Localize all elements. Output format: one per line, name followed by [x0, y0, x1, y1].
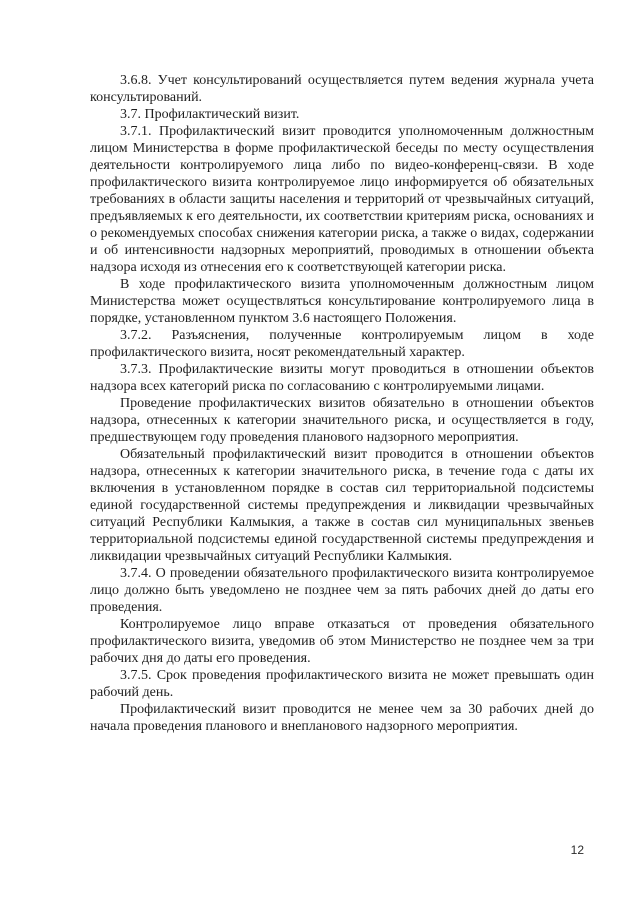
paragraph-3-7-2: 3.7.2. Разъяснения, полученные контролируемым лицом в ходе профилактического визита, носят рекомендательный характер.: [90, 328, 594, 360]
paragraph-3-7-1: 3.7.1. Профилактический визит проводится уполномоченным должностным лицом Министерства в форме профилактической беседы по месту осуществления деятельности контролируемого лица либо по видео-конференц-связи. В ходе профилактического визита контролируемое лицо информируется об обязательных требованиях в области защиты населения и территорий от чрезвычайных ситуаций, предъявляемых к его деятельности, их соответствии критериям риска, основаниях и о рекомендуемых способах снижения категории риска, а также о видах, содержании и об интенсивности надзорных мероприятий, проводимых в отношении объекта надзора исходя из отнесения его к соответствующей категории риска.: [90, 124, 594, 275]
paragraph-3-7-5-timing: Профилактический визит проводится не менее чем за 30 рабочих дней до начала проведения планового и внепланового надзорного мероприятия.: [90, 702, 594, 734]
paragraph-3-7-3-mandatory-visit: Обязательный профилактический визит проводится в отношении объектов надзора, отнесенных к категории значительного риска, в течение года с даты их включения в установленном порядке в состав сил территориальной подсистемы единой государственной системы предупреждения и ликвидации чрезвычайных ситуаций Республики Калмыкия, а также в состав сил муниципальных звеньев территориальной подсистемы единой государственной системы предупреждения и ликвидации чрезвычайных ситуаций Республики Калмыкия.: [90, 447, 594, 564]
paragraph-3-7-3: 3.7.3. Профилактические визиты могут проводиться в отношении объектов надзора всех категорий риска по согласованию с контролируемыми лицами.: [90, 362, 594, 394]
paragraph-3-7-3-mandatory: Проведение профилактических визитов обязательно в отношении объектов надзора, отнесенных к категории значительного риска, и осуществляется в году, предшествующем году проведения планового надзорного мероприятия.: [90, 396, 594, 445]
paragraph-3-7-heading: 3.7. Профилактический визит.: [120, 107, 300, 122]
paragraph-3-7-4: 3.7.4. О проведении обязательного профилактического визита контролируемое лицо должно быть уведомлено не позднее чем за пять рабочих дней до даты его проведения.: [90, 566, 594, 615]
paragraph-3-7-4-refusal: Контролируемое лицо вправе отказаться от проведения обязательного профилактического визита, уведомив об этом Министерство не позднее чем за три рабочих дня до даты его проведения.: [90, 617, 594, 666]
paragraph-3-7-1-consulting: В ходе профилактического визита уполномоченным должностным лицом Министерства может осуществляться консультирование контролируемого лица в порядке, установленном пунктом 3.6 настоящего Положения.: [90, 277, 594, 326]
paragraph-3-6-8: 3.6.8. Учет консультирований осуществляется путем ведения журнала учета консультирований.: [90, 73, 594, 105]
page-number: 12: [570, 843, 584, 857]
paragraph-3-7-5: 3.7.5. Срок проведения профилактического визита не может превышать один рабочий день.: [90, 668, 594, 700]
document-body: [90, 72, 594, 735]
